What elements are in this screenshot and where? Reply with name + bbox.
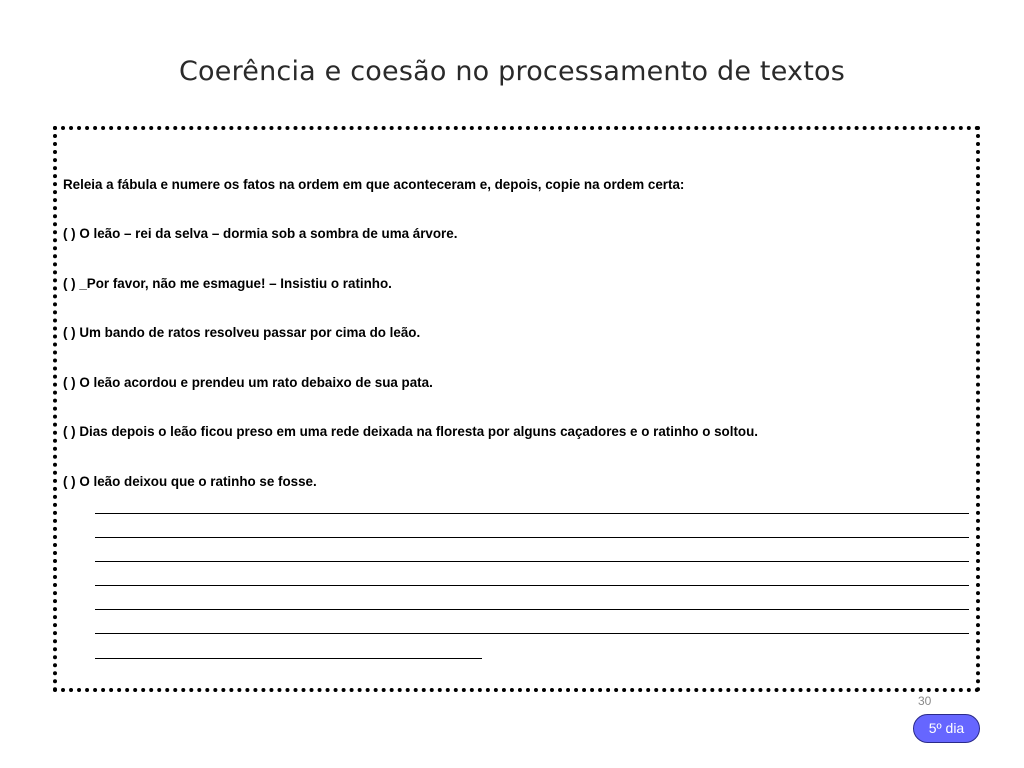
day-badge: 5º dia bbox=[913, 714, 980, 743]
page-title: Coerência e coesão no processamento de textos bbox=[178, 56, 845, 87]
answer-line bbox=[95, 561, 969, 562]
dotted-border-frame bbox=[53, 126, 980, 692]
list-item: ( ) Um bando de ratos resolveu passar por cima do leão. bbox=[63, 325, 421, 340]
list-item: ( ) O leão deixou que o ratinho se fosse. bbox=[63, 474, 317, 489]
answer-line bbox=[95, 537, 969, 538]
answer-line bbox=[95, 513, 969, 514]
list-item: ( ) Dias depois o leão ficou preso em uma rede deixada na floresta por alguns caçadores e o ratinho o soltou. bbox=[63, 424, 758, 439]
page-number: 30 bbox=[918, 694, 932, 708]
answer-line bbox=[95, 633, 969, 634]
list-item: ( ) O leão acordou e prendeu um rato debaixo de sua pata. bbox=[63, 375, 433, 390]
answer-line bbox=[95, 609, 969, 610]
answer-line bbox=[95, 585, 969, 586]
instruction-text: Releia a fábula e numere os fatos na ordem em que aconteceram e, depois, copie na ordem certa: bbox=[63, 177, 685, 192]
list-item: ( ) O leão – rei da selva – dormia sob a sombra de uma árvore. bbox=[63, 226, 458, 241]
list-item: ( ) _Por favor, não me esmague! – Insistiu o ratinho. bbox=[63, 276, 392, 291]
answer-line bbox=[95, 658, 482, 659]
